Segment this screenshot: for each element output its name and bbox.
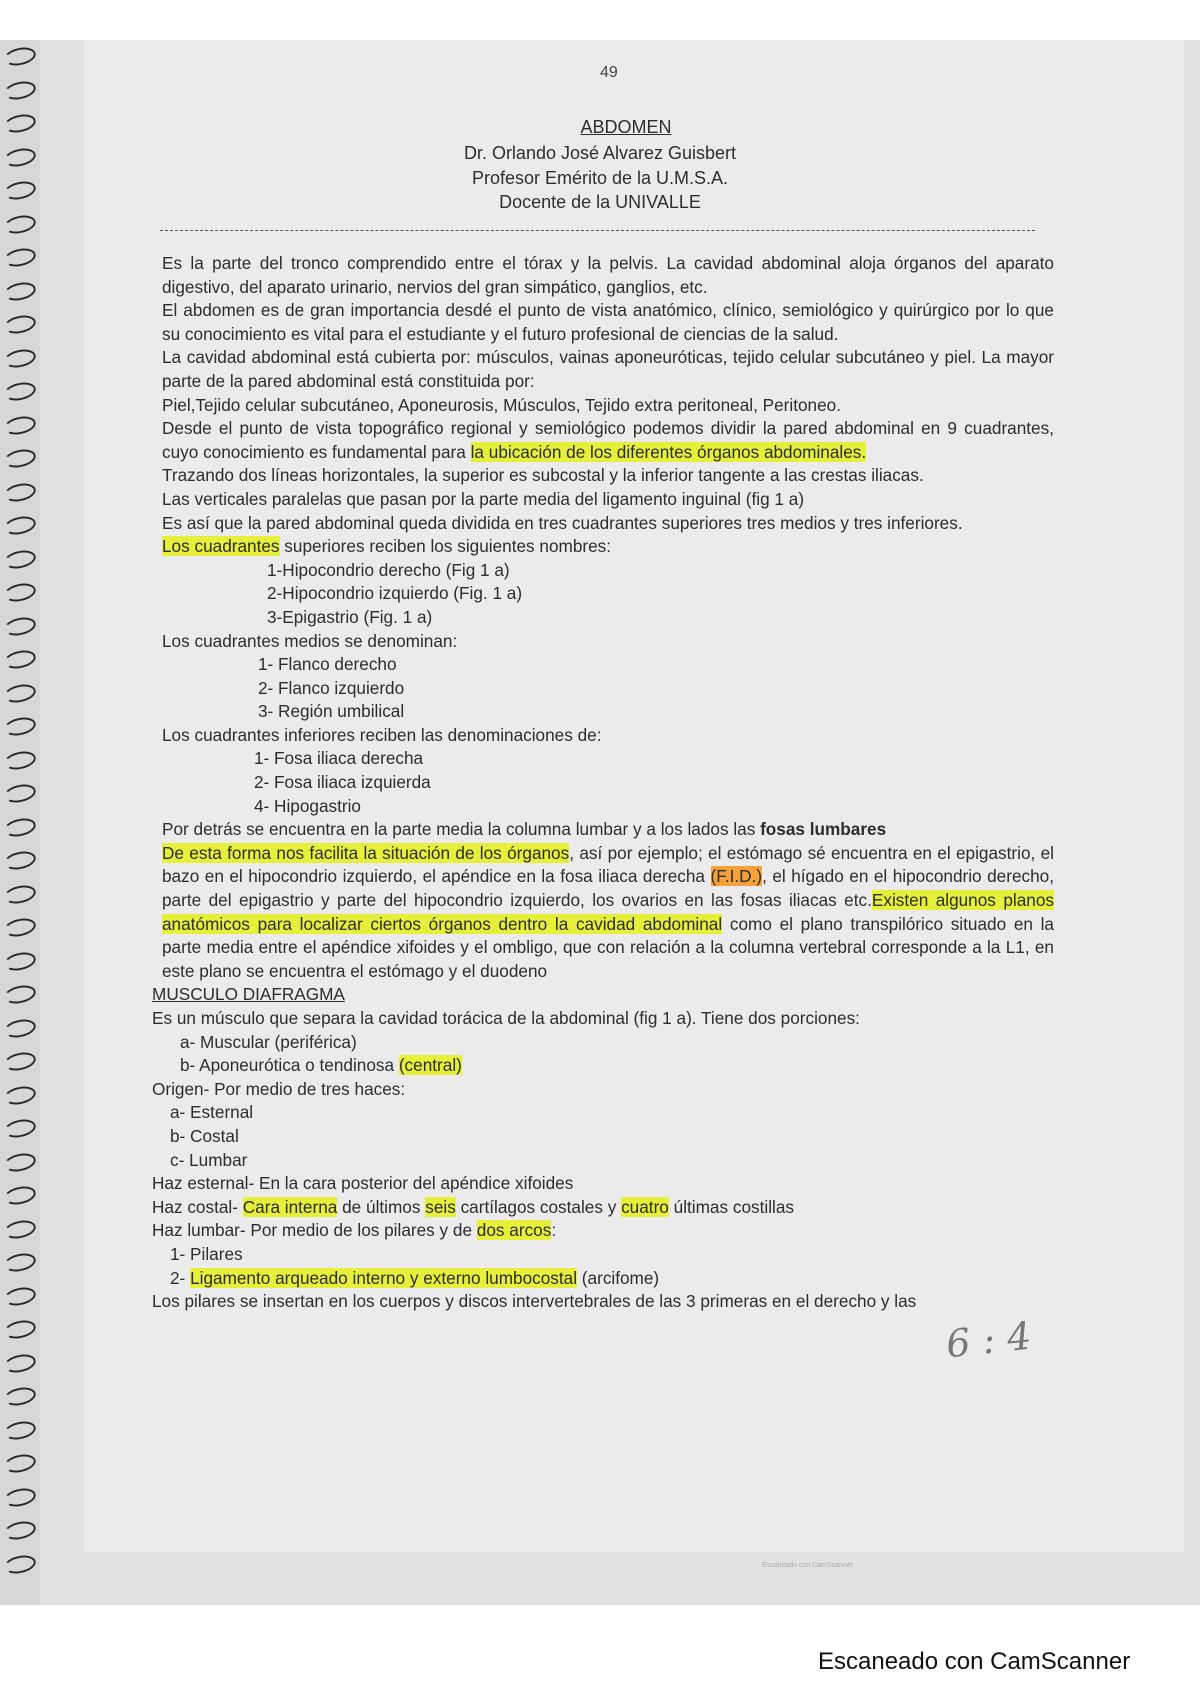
binding-ring: [3, 648, 38, 671]
highlighted-text: Cara interna: [242, 1196, 338, 1217]
binding-ring: [3, 447, 38, 470]
list-item: 2- Flanco izquierdo: [258, 677, 405, 698]
list-item: 1- Fosa iliaca derecha: [254, 748, 424, 769]
binding-ring: [3, 983, 38, 1006]
paragraph: Haz esternal- En la cara posterior del apéndice xifoides: [152, 1173, 574, 1194]
binding-ring: [3, 1385, 38, 1408]
binding-ring: [3, 1184, 38, 1207]
binding-ring: [3, 45, 38, 68]
author-institution: Docente de la UNIVALLE: [499, 192, 701, 212]
header-divider: [160, 230, 1035, 231]
binding-ring: [3, 815, 38, 838]
paragraph: El abdomen es de gran importancia desdé el punto de vista anatómico, clínico, semiológico y quirúrgico por lo que su conocimiento es vital para el estudiante y el futuro profesional de ciencias de la salud.: [162, 300, 1054, 344]
list-item: 1- Flanco derecho: [258, 654, 397, 675]
binding-ring: [3, 882, 38, 905]
binding-ring: [3, 346, 38, 369]
paragraph: [152, 1219, 1054, 1243]
text-run: (arcifome): [577, 1267, 660, 1288]
text-run: , el hígado en el hipocondrio derecho, parte del epigastrio y parte del hipocondrio izquierdo, los ovarios en las fosas iliacas etc.: [162, 866, 1054, 911]
binding-ring: [3, 514, 38, 537]
highlighted-text: Ligamento arqueado interno y externo lumbocostal: [190, 1267, 578, 1288]
list-item: [152, 1267, 1054, 1291]
paragraph: Las verticales paralelas que pasan por la parte media del ligamento inguinal (fig 1 a): [162, 488, 805, 509]
binding-ring: [3, 1351, 38, 1374]
diafragma-section: [152, 983, 1054, 1313]
binding-ring: [3, 1083, 38, 1106]
paragraph: La cavidad abdominal está cubierta por: músculos, vainas aponeuróticas, tejido celular subcutáneo y piel. La mayor parte de la pared abdominal está constituida por:: [162, 347, 1054, 391]
binding-ring: [3, 313, 38, 336]
text-run: :: [551, 1220, 557, 1241]
list-item: 2- Fosa iliaca izquierda: [254, 772, 431, 793]
author-role: Profesor Emérito de la U.M.S.A.: [471, 168, 729, 188]
binding-ring: [3, 1150, 38, 1173]
spiral-binding: [0, 40, 40, 1605]
list-item: c- Lumbar: [170, 1149, 248, 1170]
binding-ring: [3, 715, 38, 738]
binding-ring: [3, 78, 38, 101]
list-item: [152, 1054, 1054, 1078]
paragraph: [152, 1196, 1054, 1220]
binding-ring: [3, 614, 38, 637]
paragraph: Trazando dos líneas horizontales, la superior es subcostal y la inferior tangente a las crestas iliacas.: [162, 465, 924, 486]
highlighted-text: cuatro: [621, 1196, 669, 1217]
text-run: de últimos: [337, 1196, 426, 1217]
binding-ring: [3, 246, 38, 269]
scanner-watermark: Escaneado con CamScanner: [762, 1562, 854, 1569]
handwritten-note: 6 : 4: [943, 1313, 1034, 1367]
text-run: últimas costillas: [668, 1196, 794, 1217]
highlighted-text: Los cuadrantes: [162, 536, 280, 557]
list-item: a- Muscular (periférica): [180, 1031, 357, 1052]
text-run: , así por ejemplo; el estómago sé encuentra en el epigastrio, el bazo en el hipocondrio izquierdo, el apéndice en la fosa iliaca derecha: [162, 842, 1054, 887]
highlighted-text: la ubicación de los diferentes órganos abdominales.: [470, 441, 867, 462]
paragraph: Es la parte del tronco comprendido entre el tórax y la pelvis. La cavidad abdominal aloja órganos del aparato digestivo, del aparato urinario, nervios del gran simpático, ganglios, etc.: [162, 253, 1054, 297]
text-run: Por detrás se encuentra en la parte media la columna lumbar y a los lados las: [162, 819, 761, 840]
section-heading: MUSCULO DIAFRAGMA: [152, 984, 345, 1005]
binding-ring: [3, 916, 38, 939]
binding-ring: [3, 547, 38, 570]
highlighted-text: Existen algunos planos anatómicos para localizar ciertos órganos dentro la cavidad abdominal: [162, 890, 1054, 934]
text-run: como el plano transpilórico situado en la parte media entre el apéndice xifoides y el ombligo, que con relación a la columna vertebral corresponde a la L1, en este plano se encuentra el estómago y el duodeno: [162, 913, 1054, 981]
binding-ring: [3, 782, 38, 805]
list-intro: Los cuadrantes inferiores reciben las denominaciones de:: [162, 724, 602, 745]
highlighted-text: De esta forma nos facilita la situación de los órganos: [162, 842, 570, 863]
paragraph: [162, 842, 1054, 984]
scanner-footer: Escaneado con CamScanner: [818, 1648, 1131, 1675]
binding-ring: [3, 145, 38, 168]
list-item: 4- Hipogastrio: [254, 795, 361, 816]
list-item: a- Esternal: [170, 1102, 254, 1123]
document-title: ABDOMEN: [580, 117, 672, 137]
text-run: b- Aponeurótica o tendinosa: [180, 1055, 399, 1076]
text-run: Desde el punto de vista topográfico regional y semiológico podemos dividir la pared abdominal en 9 cuadrantes, cuyo conocimiento es fundamental para: [162, 418, 1054, 462]
binding-ring: [3, 1485, 38, 1508]
binding-ring: [3, 112, 38, 135]
binding-ring: [3, 1452, 38, 1475]
list-item: 1-Hipocondrio derecho (Fig 1 a): [267, 559, 510, 580]
binding-ring: [3, 1117, 38, 1140]
author-name: Dr. Orlando José Alvarez Guisbert: [463, 143, 737, 163]
paragraph: [162, 417, 1054, 464]
text-run: cartílagos costales y: [455, 1196, 622, 1217]
binding-ring: [3, 849, 38, 872]
bold-text: fosas lumbares: [760, 819, 887, 840]
paragraph: [162, 818, 1054, 842]
list-item: 2-Hipocondrio izquierdo (Fig. 1 a): [267, 583, 523, 604]
paragraph: Origen- Por medio de tres haces:: [152, 1078, 406, 1099]
binding-ring: [3, 949, 38, 972]
text-run: superiores reciben los siguientes nombres:: [279, 536, 612, 557]
binding-ring: [3, 380, 38, 403]
list-item: 3-Epigastrio (Fig. 1 a): [267, 606, 433, 627]
highlighted-text: seis: [425, 1196, 456, 1217]
binding-ring: [3, 179, 38, 202]
orange-highlighted-text: (F.I.D.): [710, 866, 763, 887]
binding-ring: [3, 1251, 38, 1274]
binding-ring: [3, 1318, 38, 1341]
document-body: [152, 252, 1054, 1314]
highlighted-text: (central): [398, 1055, 462, 1076]
highlighted-text: dos arcos: [476, 1220, 552, 1241]
binding-ring: [3, 480, 38, 503]
binding-ring: [3, 1217, 38, 1240]
binding-ring: [3, 1050, 38, 1073]
binding-ring: [3, 413, 38, 436]
text-run: Haz costal-: [152, 1196, 243, 1217]
paragraph: Es así que la pared abdominal queda dividida en tres cuadrantes superiores tres medios y tres inferiores.: [162, 512, 963, 533]
paragraph: Piel,Tejido celular subcutáneo, Aponeurosis, Músculos, Tejido extra peritoneal, Peritoneo.: [162, 394, 841, 415]
list-intro: [162, 535, 1054, 559]
paragraph: Es un músculo que separa la cavidad torácica de la abdominal (fig 1 a). Tiene dos porciones:: [152, 1008, 860, 1028]
page-number: 49: [600, 64, 618, 81]
binding-ring: [3, 748, 38, 771]
list-intro: Los cuadrantes medios se denominan:: [162, 630, 458, 651]
list-item: 1- Pilares: [170, 1243, 243, 1264]
binding-ring: [3, 681, 38, 704]
binding-ring: [3, 279, 38, 302]
list-item: b- Costal: [170, 1125, 239, 1146]
text-run: 2-: [170, 1267, 191, 1288]
binding-ring: [3, 1284, 38, 1307]
binding-ring: [3, 1016, 38, 1039]
binding-ring: [3, 212, 38, 235]
paragraph: Los pilares se insertan en los cuerpos y discos intervertebrales de las 3 primeras en el derecho y las: [152, 1291, 917, 1312]
binding-ring: [3, 1418, 38, 1441]
binding-ring: [3, 581, 38, 604]
text-run: Haz lumbar- Por medio de los pilares y de: [152, 1220, 477, 1241]
binding-ring: [3, 1552, 38, 1575]
list-item: 3- Región umbilical: [258, 701, 405, 722]
binding-ring: [3, 1519, 38, 1542]
